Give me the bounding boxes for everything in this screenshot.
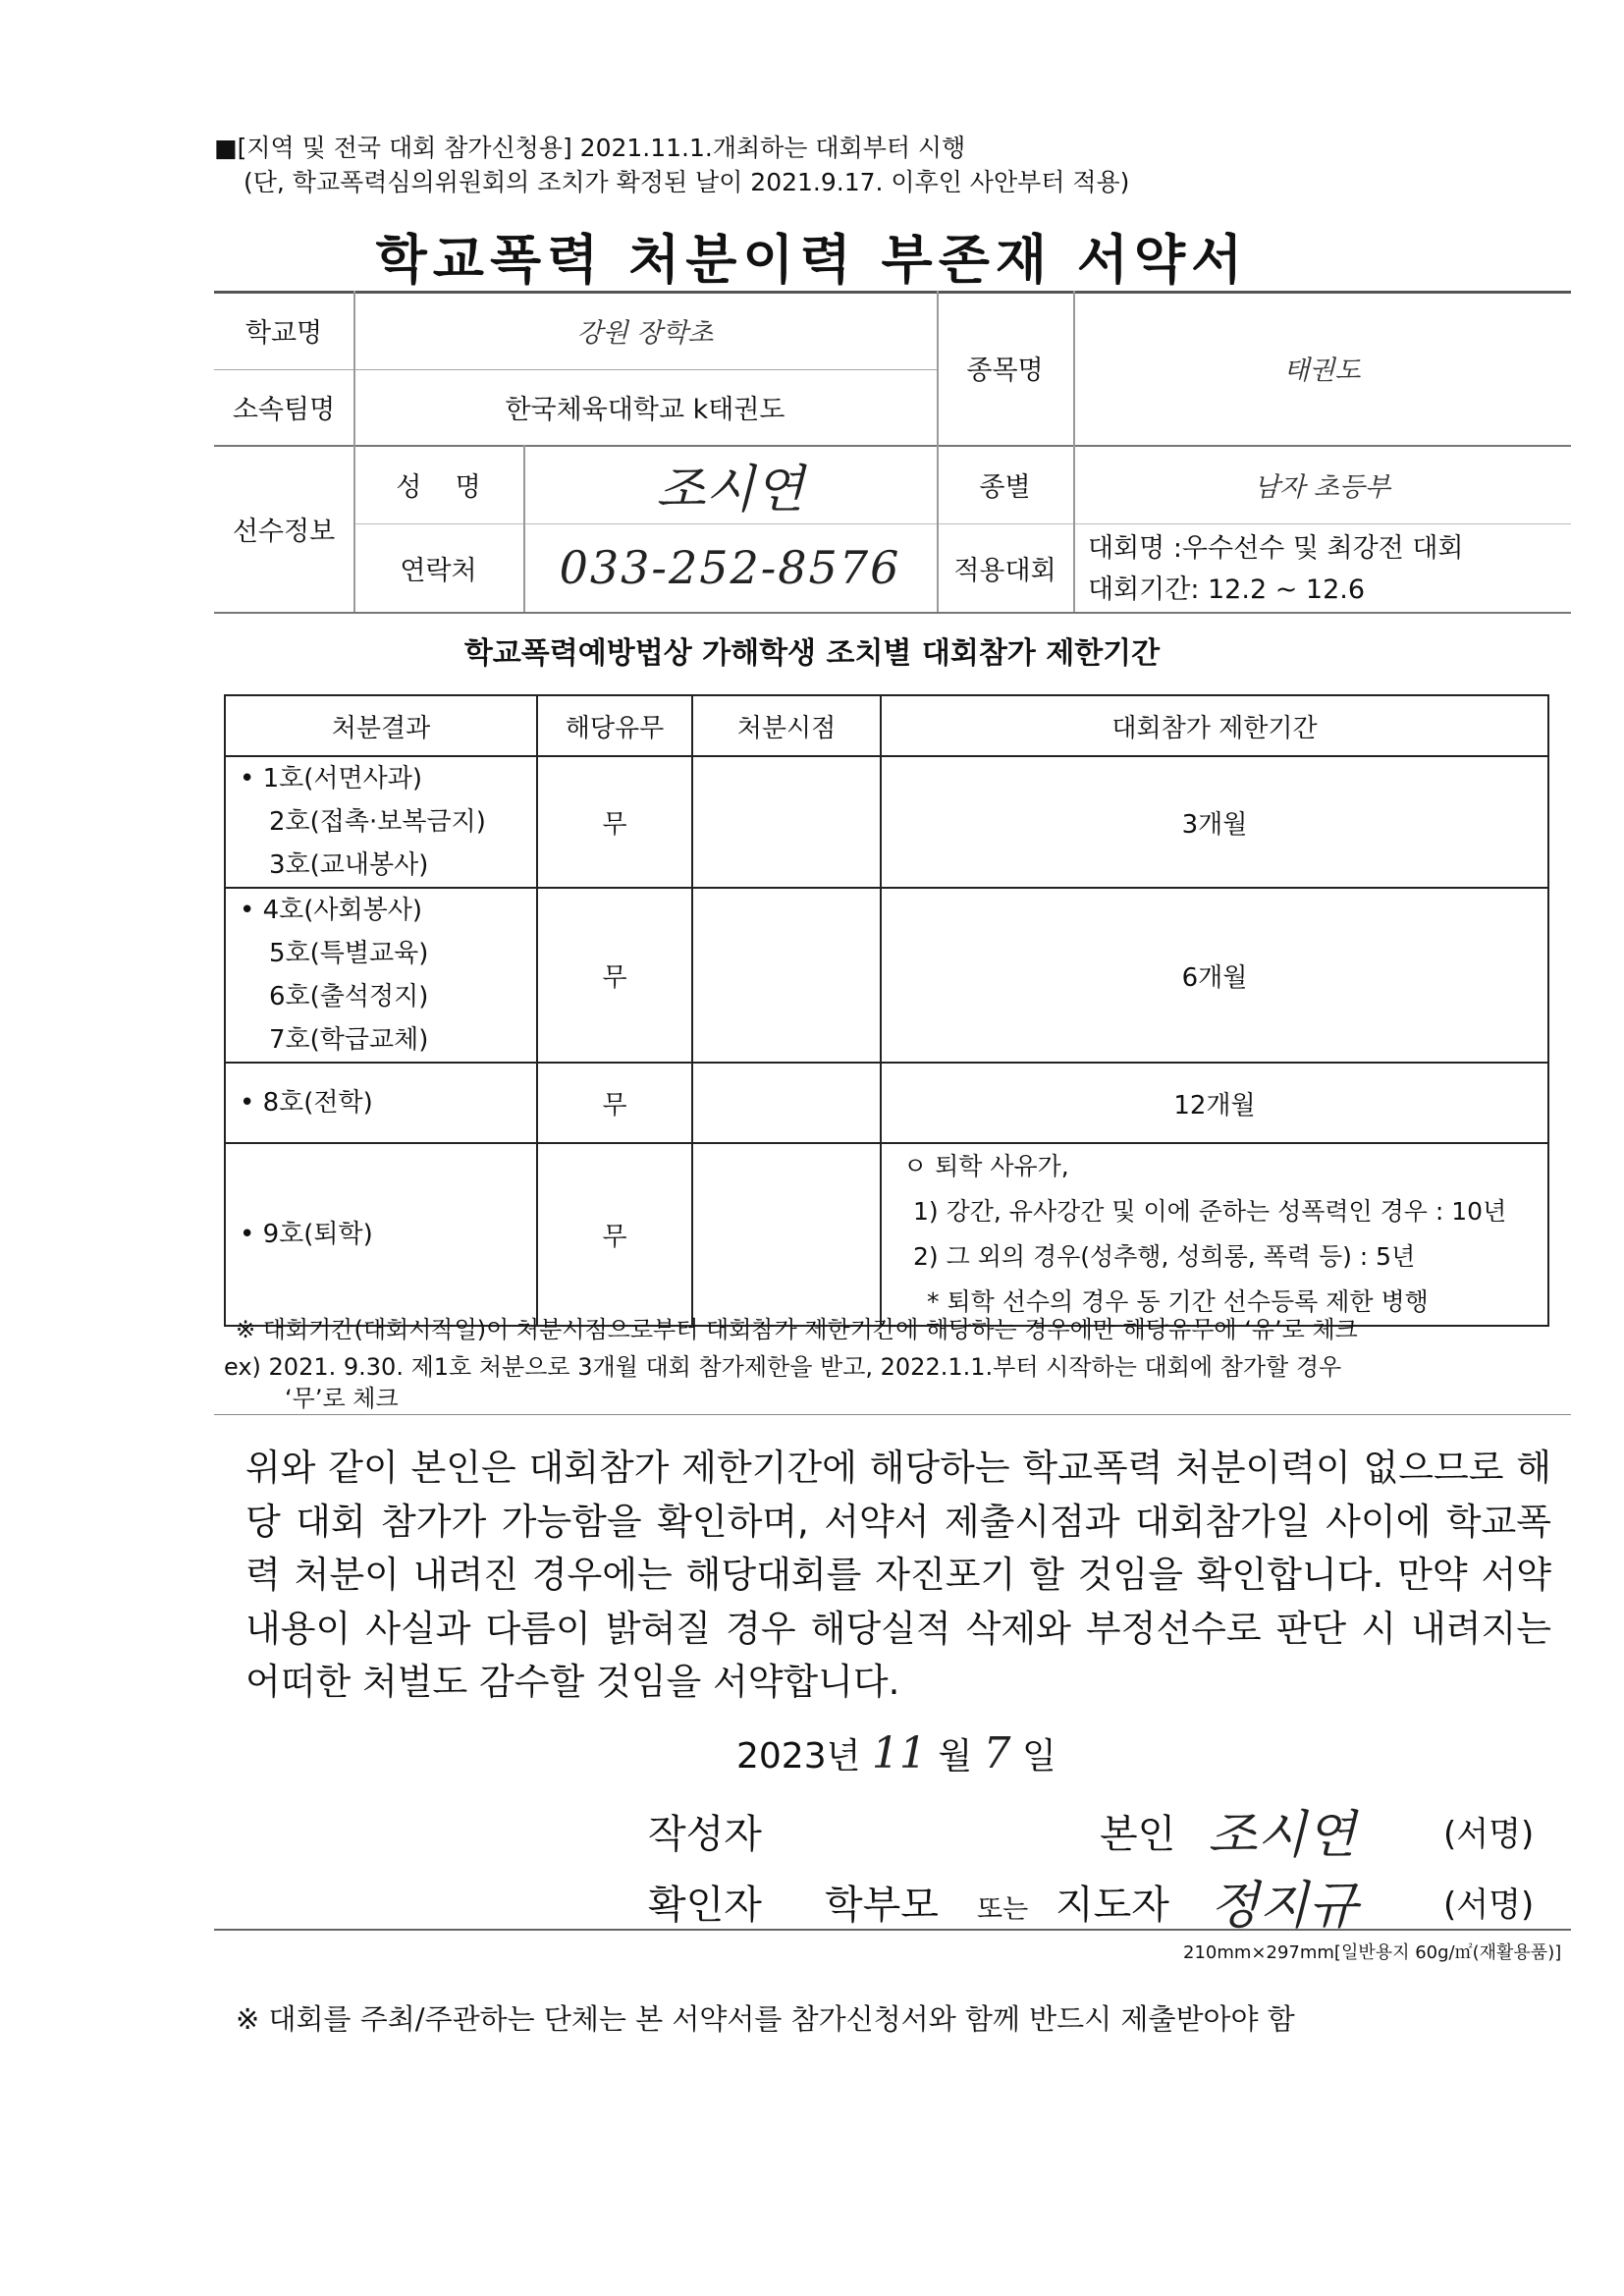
applicable-cell: 무 bbox=[537, 756, 692, 888]
period-cell bbox=[881, 1143, 1548, 1326]
result-item: 5호(특별교육) bbox=[269, 939, 429, 968]
note-3: ‘무’로 체크 bbox=[285, 1385, 399, 1412]
period-cell: 3개월 bbox=[881, 756, 1548, 888]
date-year: 2023 bbox=[736, 1736, 827, 1777]
name-handwritten: 조시연 bbox=[656, 460, 804, 519]
team-value: 한국체육대학교 k태권도 bbox=[505, 395, 785, 425]
pledge-text: 위와 같이 본인은 대회참가 제한기간에 해당하는 학교폭력 처분이력이 없으므로 해당 대회 참가가 가능함을 확인하며, 서약서 제출시점과 대회참가일 사이에 학교폭력 처분이 내려진 경우에는 해당대회를 자진포기 할 것임을 확인합니다. 만약 서약내용이 사실과 다름이 밝혀질 경우 해당실적 삭제와 부정선수로 판단 시 내려지는 어떠한 처벌도 감수할 것임을 서약합니다. bbox=[245, 1447, 1551, 1703]
result-item: 7호(학급교체) bbox=[269, 1025, 429, 1055]
date-cell bbox=[692, 1143, 881, 1326]
result-item: • 9호(퇴학) bbox=[240, 1220, 373, 1249]
date-cell bbox=[692, 888, 881, 1063]
table-row bbox=[225, 1063, 1548, 1143]
result-item: • 4호(사회봉사) bbox=[240, 896, 423, 925]
contact-label: 연락처 bbox=[400, 555, 477, 586]
table-row bbox=[225, 756, 1548, 888]
header-result: 처분결과 bbox=[225, 695, 537, 756]
sport-label: 종목명 bbox=[966, 355, 1044, 386]
header-period: 대회참가 제한기간 bbox=[881, 695, 1548, 756]
self-seal: (서명) bbox=[1443, 1815, 1535, 1854]
division-label: 종별 bbox=[979, 471, 1031, 503]
date-day-handwritten: 7 bbox=[983, 1728, 1011, 1778]
notice-line-2: (단, 학교폭력심의위원회의 조치가 확정된 날이 2021.9.17. 이후인 사안부터 적용) bbox=[244, 168, 1130, 196]
result-cell bbox=[225, 1063, 537, 1143]
note-2: ex) 2021. 9.30. 제1호 처분으로 3개월 대회 참가제한을 받고, 2022.1.1.부터 시작하는 대회에 참가할 경우 bbox=[224, 1353, 1342, 1381]
date-month-unit: 월 bbox=[938, 1736, 973, 1777]
event-details bbox=[1088, 528, 1464, 611]
expulsion-line: ㅇ 퇴학 사유가, bbox=[903, 1152, 1069, 1180]
result-item: • 8호(전학) bbox=[240, 1088, 373, 1118]
parent-label: 학부모 bbox=[825, 1883, 939, 1928]
table-row bbox=[225, 888, 1548, 1063]
writer-label: 작성자 bbox=[648, 1812, 762, 1857]
applicable-cell: 무 bbox=[537, 888, 692, 1063]
result-item: 6호(출석정지) bbox=[269, 982, 429, 1011]
table-row bbox=[225, 1143, 1548, 1326]
header-date: 처분시점 bbox=[692, 695, 881, 756]
date-day-unit: 일 bbox=[1022, 1736, 1056, 1777]
restriction-table bbox=[224, 694, 1549, 1327]
team-label: 소속팀명 bbox=[232, 395, 336, 425]
paper-spec: 210mm×297mm[일반용지 60g/㎡(재활용품)] bbox=[1183, 1942, 1562, 1963]
division-value: 남자 초등부 bbox=[1254, 471, 1390, 503]
period-cell: 12개월 bbox=[881, 1063, 1548, 1143]
result-cell bbox=[225, 756, 537, 888]
result-item: • 1호(서면사과) bbox=[240, 764, 423, 793]
coach-label: 지도자 bbox=[1056, 1883, 1169, 1928]
result-item: 3호(교내봉사) bbox=[269, 850, 429, 880]
sport-value: 태권도 bbox=[1283, 355, 1361, 386]
school-label: 학교명 bbox=[244, 317, 323, 349]
document-title: 학교폭력 처분이력 부존재 서약서 bbox=[375, 229, 1249, 291]
period-cell: 6개월 bbox=[881, 888, 1548, 1063]
applicable-cell: 무 bbox=[537, 1063, 692, 1143]
footer-note: ※ 대회를 주최/주관하는 단체는 본 서약서를 참가신청서와 함께 반드시 제출받아야 함 bbox=[236, 2002, 1295, 2036]
event-label: 적용대회 bbox=[953, 555, 1056, 586]
player-info-label: 선수정보 bbox=[232, 516, 336, 547]
applicable-cell: 무 bbox=[537, 1143, 692, 1326]
result-item: 2호(접촉·보복금지) bbox=[269, 807, 486, 837]
date-month-handwritten: 11 bbox=[871, 1728, 927, 1778]
date-year-unit: 년 bbox=[826, 1736, 861, 1777]
coach-seal: (서명) bbox=[1443, 1886, 1535, 1925]
school-value: 강원 장학초 bbox=[576, 317, 714, 349]
restriction-subtitle: 학교폭력예방법상 가해학생 조치별 대회참가 제한기간 bbox=[463, 636, 1161, 671]
event-period: 대회기간: 12.2 ~ 12.6 bbox=[1088, 574, 1366, 605]
expulsion-line: 1) 강간, 유사강간 및 이에 준하는 성폭력인 경우 : 10년 bbox=[913, 1197, 1507, 1226]
coach-signature: 정지규 bbox=[1210, 1877, 1358, 1936]
confirmer-label: 확인자 bbox=[648, 1883, 762, 1928]
self-label: 본인 bbox=[1100, 1812, 1176, 1857]
notice-line-1: ■[지역 및 전국 대회 참가신청용] 2021.11.1.개최하는 대회부터 시행 bbox=[214, 134, 966, 162]
notes-divider bbox=[214, 1414, 1571, 1415]
note-1: ※ 대회기간(대회시작일)이 처분시점으로부터 대회참가 제한기간에 해당하는 경우에만 해당유무에 ‘유’로 체크 bbox=[236, 1316, 1358, 1343]
result-cell bbox=[225, 1143, 537, 1326]
result-cell bbox=[225, 888, 537, 1063]
self-signature: 조시연 bbox=[1208, 1806, 1356, 1865]
pledge-date bbox=[736, 1728, 1056, 1778]
contact-handwritten: 033-252-8576 bbox=[559, 541, 901, 594]
or-label: 또는 bbox=[977, 1894, 1029, 1925]
expulsion-line: * 퇴학 선수의 경우 동 기간 선수등록 제한 병행 bbox=[927, 1287, 1429, 1316]
name-label: 성 명 bbox=[396, 471, 481, 503]
table-header-row bbox=[225, 695, 1548, 756]
header-applicable: 해당유무 bbox=[537, 695, 692, 756]
date-cell bbox=[692, 756, 881, 888]
date-cell bbox=[692, 1063, 881, 1143]
expulsion-line: 2) 그 외의 경우(성추행, 성희롱, 폭력 등) : 5년 bbox=[913, 1242, 1416, 1271]
info-divider bbox=[214, 612, 1571, 614]
event-name: 대회명 :우수선수 및 최강전 대회 bbox=[1088, 533, 1464, 564]
signature-divider bbox=[214, 1929, 1571, 1931]
